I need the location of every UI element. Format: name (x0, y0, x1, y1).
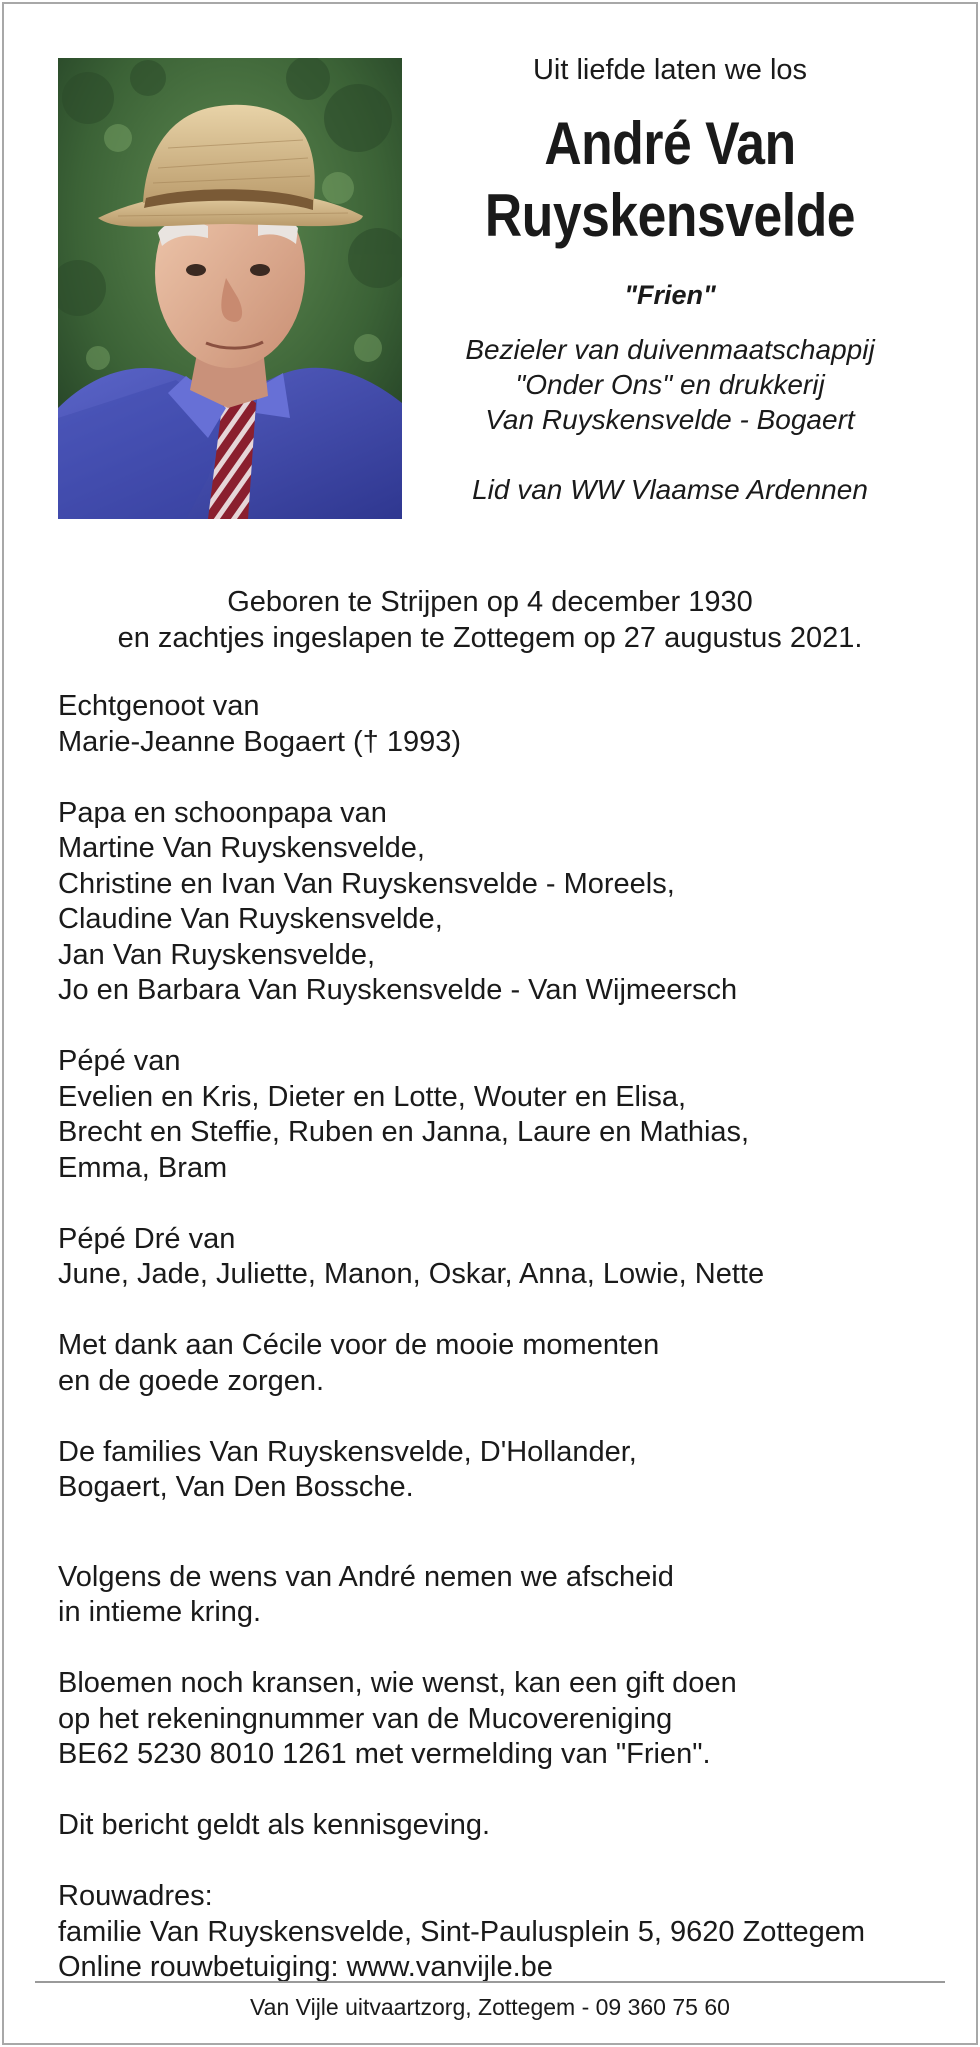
child-line: Jan Van Ruyskensvelde, (58, 938, 376, 971)
child-line: Martine Van Ruyskensvelde, (58, 832, 425, 864)
donation-block (58, 1666, 938, 1773)
families-line: De families Van Ruyskensvelde, D'Hollander, (58, 1435, 637, 1468)
footer-funeral-home: Van Vijle uitvaartzorg, Zottegem - 09 360 75 60 (250, 1994, 730, 2020)
address-heading: Rouwadres: (58, 1880, 213, 1912)
spouse-block (58, 689, 938, 760)
life-dates (0, 584, 980, 656)
great-grandchildren-heading: Pépé Dré van (58, 1222, 236, 1255)
nickname: "Frien" (624, 280, 716, 310)
great-grandchild-line: June, Jade, Juliette, Manon, Oskar, Anna, Lowie, Nette (58, 1258, 765, 1290)
mourning-address: familie Van Ruyskensvelde, Sint-Paulusplein 5, 9620 Zottegem (58, 1915, 866, 1948)
address-block (58, 1879, 938, 1986)
donation-line: Bloemen noch kransen, wie wenst, kan een gift doen (58, 1667, 737, 1699)
obituary-body (58, 689, 938, 1986)
children-heading: Papa en schoonpapa van (58, 796, 387, 829)
role-line: Van Ruyskensvelde - Bogaert (485, 404, 855, 435)
grandchildren-heading: Pépé van (58, 1045, 181, 1077)
great-grandchildren-block (58, 1222, 938, 1293)
spouse-heading: Echtgenoot van (58, 690, 260, 722)
families-block (58, 1435, 938, 1506)
children-block (58, 796, 938, 1009)
families-line: Bogaert, Van Den Bossche. (58, 1471, 414, 1503)
child-line: Claudine Van Ruyskensvelde, (58, 903, 443, 935)
name-line-2: Ruyskensvelde (484, 182, 856, 249)
role-line: Bezieler van duivenmaatschappij (465, 334, 875, 365)
farewell-block (58, 1560, 938, 1631)
spouse-name: Marie-Jeanne Bogaert († 1993) (58, 725, 462, 758)
death-line: en zachtjes ingeslapen te Zottegem op 27 augustus 2021. (117, 622, 863, 654)
intro-text: Uit liefde laten we los (532, 54, 808, 86)
name-line-1: André Van (544, 110, 796, 177)
donation-line: op het rekeningnummer van de Mucovereniging (58, 1702, 673, 1735)
farewell-line: Volgens de wens van André nemen we afscheid (58, 1560, 674, 1593)
thanks-line: en de goede zorgen. (58, 1364, 325, 1397)
membership: Lid van WW Vlaamse Ardennen (472, 474, 868, 505)
grandchildren-block (58, 1044, 938, 1186)
header (420, 52, 920, 507)
thanks-block (58, 1328, 938, 1399)
birth-line: Geboren te Strijpen op 4 december 1930 (227, 586, 753, 618)
deceased-name (455, 108, 885, 252)
donation-line: BE62 5230 8010 1261 met vermelding van "Frien". (58, 1738, 711, 1770)
notice-block (58, 1808, 938, 1844)
notice-line: Dit bericht geldt als kennisgeving. (58, 1809, 491, 1841)
grandchild-line: Emma, Bram (58, 1151, 228, 1184)
farewell-line: in intieme kring. (58, 1596, 262, 1628)
portrait-photo (58, 58, 402, 519)
roles (420, 332, 920, 437)
thanks-line: Met dank aan Cécile voor de mooie momenten (58, 1329, 660, 1361)
role-line: "Onder Ons" en drukkerij (515, 369, 825, 400)
grandchild-line: Brecht en Steffie, Ruben en Janna, Laure en Mathias, (58, 1116, 750, 1148)
online-condolence: Online rouwbetuiging: www.vanvijle.be (58, 1951, 553, 1983)
footer-divider (35, 1981, 945, 1983)
child-line: Jo en Barbara Van Ruyskensvelde - Van Wijmeersch (58, 974, 738, 1006)
child-line: Christine en Ivan Van Ruyskensvelde - Moreels, (58, 867, 675, 900)
grandchild-line: Evelien en Kris, Dieter en Lotte, Wouter en Elisa, (58, 1080, 687, 1113)
